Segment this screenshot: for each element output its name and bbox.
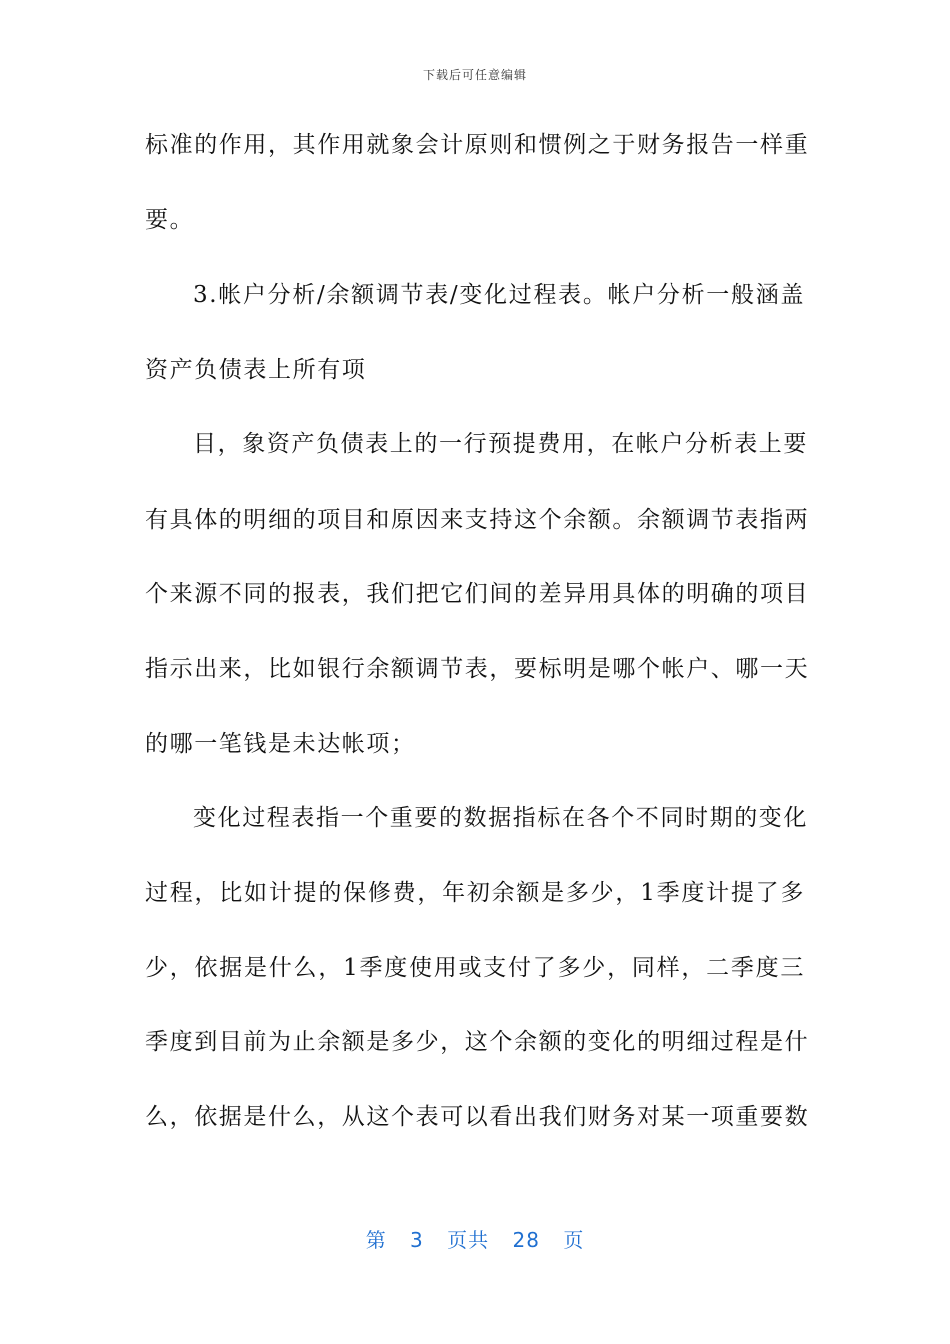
page-footer — [0, 1224, 950, 1253]
text-line-3: 3.帐户分析/余额调节表/变化过程表。帐户分析一般涵盖 — [193, 282, 805, 308]
text-line-4: 资产负债表上所有项 — [145, 357, 367, 383]
text-line-5: 目，象资产负债表上的一行预提费用，在帐户分析表上要 — [193, 431, 808, 457]
text-line-10: 变化过程表指一个重要的数据指标在各个不同时期的变化 — [193, 805, 808, 831]
text-line-9: 的哪一笔钱是未达帐项； — [145, 731, 416, 757]
footer-middle: 页共 — [447, 1228, 490, 1252]
text-line-11: 过程，比如计提的保修费，年初余额是多少，1季度计提了多 — [145, 880, 805, 906]
footer-page-number: 3 — [410, 1228, 424, 1252]
text-line-12: 少，依据是什么，1季度使用或支付了多少，同样，二季度三 — [145, 955, 805, 981]
footer-prefix: 第 — [365, 1228, 387, 1252]
footer-suffix: 页 — [563, 1228, 585, 1252]
footer-total-pages: 28 — [512, 1228, 540, 1252]
text-line-14: 么，依据是什么，从这个表可以看出我们财务对某一项重要数 — [145, 1104, 810, 1130]
text-line-2: 要。 — [145, 207, 195, 233]
text-line-6: 有具体的明细的项目和原因来支持这个余额。余额调节表指两 — [145, 507, 810, 533]
text-line-1: 标准的作用，其作用就象会计原则和惯例之于财务报告一样重 — [145, 132, 810, 158]
text-line-7: 个来源不同的报表，我们把它们间的差异用具体的明确的项目 — [145, 581, 810, 607]
text-line-13: 季度到目前为止余额是多少，这个余额的变化的明细过程是什 — [145, 1029, 810, 1055]
text-line-8: 指示出来，比如银行余额调节表，要标明是哪个帐户、哪一天 — [145, 656, 810, 682]
header-note: 下载后可任意编辑 — [422, 68, 527, 82]
